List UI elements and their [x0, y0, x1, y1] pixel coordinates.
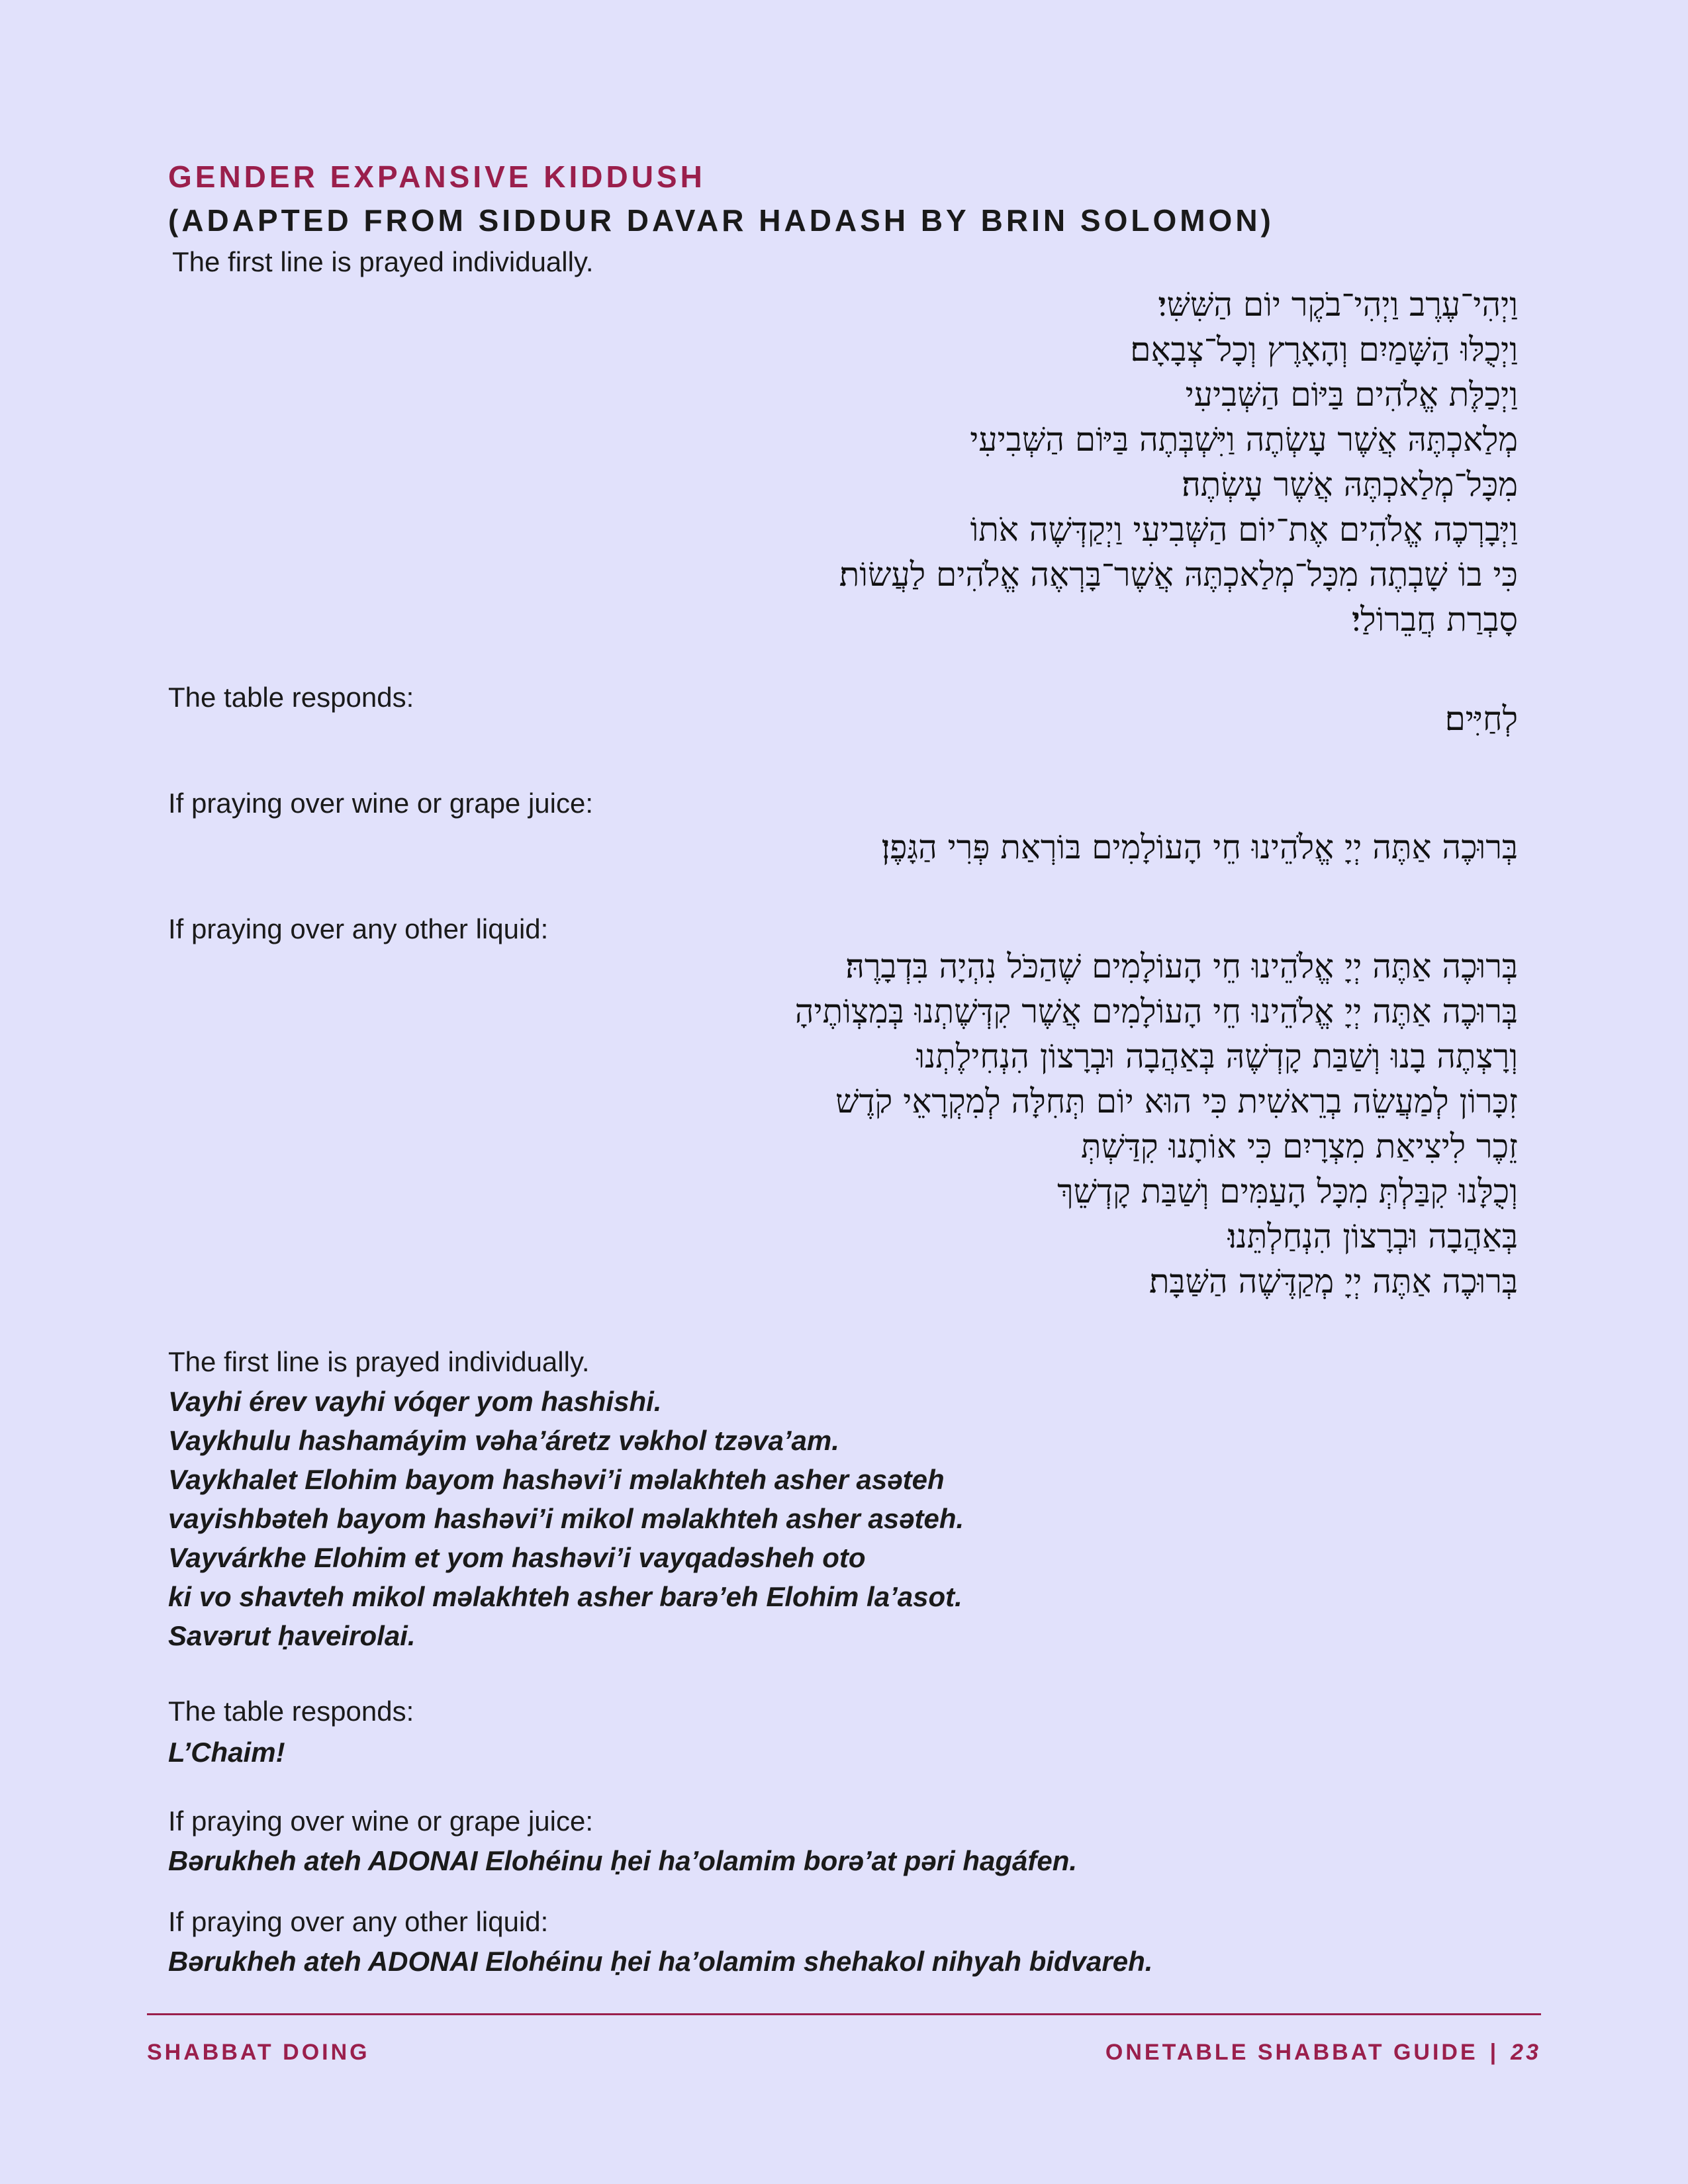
footer-guide [1105, 2040, 1541, 2066]
hebrew-line: זֵכֶר לִיצִיאַת מִצְרָיִם כִּי אוֹתָנוּ קִדַּשְׁתְּ [1080, 1127, 1518, 1165]
hebrew-kiddush-block [839, 282, 1518, 642]
hebrew-line: וַיְּבָרְכֶה אֱלֹהִים אֶת־יוֹם הַשְּׁבִיעִי וַיְקַדְּשֶׁה אֹתוֹ [970, 510, 1518, 549]
hebrew-line: וַיְכֻלּוּ הַשָּׁמַיִם וְהָאָרֶץ וְכָל־צְבָאָם׃ [1130, 330, 1518, 369]
instruction-table-responds: The table responds: [168, 682, 414, 713]
transliteration-line: Savərut ḥaveirolai. [168, 1620, 416, 1651]
hebrew-line: וַיְכַלֶּת אֱלֹהִים בַּיּוֹם הַשְּׁבִיעִי [1185, 375, 1518, 414]
instruction-wine-translit: If praying over wine or grape juice: [168, 1805, 593, 1837]
instruction-wine: If praying over wine or grape juice: [168, 788, 593, 819]
hebrew-line: כִּי בוֹ שָׁבְתֶה מִכָּל־מְלַאכְתֶּהּ אֲשֶׁר־בָּרְאֶה אֱלֹהִים לַעֲשׂוֹת׃ [839, 555, 1518, 594]
transliteration-line: ki vo shavteh mikol məlakhteh asher barə’eh Elohim la’asot. [168, 1581, 962, 1612]
transliteration-line: vayishbəteh bayom hashəvi’i mikol məlakhteh asher asəteh. [168, 1503, 964, 1534]
hebrew-line: מִכָּל־מְלַאכְתֶּהּ אֲשֶׁר עָשְׂתֶה׃ [1181, 465, 1518, 504]
transliteration-line: Vaykhulu hashamáyim vəha’áretz vəkhol tzəva’am. [168, 1425, 839, 1456]
hebrew-wine-blessing: בְּרוּכֶה אַתֶּה יְיָ אֱלֹהֵינוּ חֵי הָעוֹלָמִים בּוֹרְאַת פְּרִי הַגָּפֶן׃ [881, 828, 1518, 866]
transliteration-line: Vayvárkhe Elohim et yom hashəvi’i vayqadəsheh oto [168, 1542, 866, 1573]
hebrew-line: בְּרוּכֶה אַתֶּה יְיָ מְקַדֶּשֶׁה הַשַּׁבָּת׃ [1149, 1262, 1518, 1300]
transliteration-wine-blessing: Bərukheh ateh ADONAI Elohéinu ḥei ha’olamim borə’at pəri hagáfen. [168, 1845, 1078, 1876]
hebrew-line: סָבְרַת חֲבֵרוֹלַי׃ [1351, 600, 1518, 639]
footer-separator: | [1489, 2040, 1499, 2065]
instruction-other-liquid: If praying over any other liquid: [168, 913, 549, 944]
hebrew-line: וַיְהִי־עֶרֶב וַיְהִי־בֹקֶר יוֹם הַשִּׁשִּׁי׃ [1158, 285, 1518, 324]
footer-divider [147, 2013, 1541, 2015]
page-number: 23 [1511, 2040, 1541, 2065]
hebrew-line: בְּרוּכֶה אַתֶּה יְיָ אֱלֹהֵינוּ חֵי הָעוֹלָמִים שֶׁהַכֹּל נִהְיָה בִּדְבָרֶהּ׃ [845, 947, 1518, 985]
transliteration-kiddush-block [168, 1382, 964, 1655]
footer-guide-title: ONETABLE SHABBAT GUIDE [1105, 2040, 1478, 2065]
instruction-other-liquid-translit: If praying over any other liquid: [168, 1906, 549, 1937]
instruction-first-line-translit: The first line is prayed individually. [168, 1346, 590, 1377]
page-subtitle: (ADAPTED FROM SIDDUR DAVAR HADASH BY BRIN SOLOMON) [168, 203, 1274, 238]
footer-section-name: SHABBAT DOING [147, 2040, 370, 2065]
hebrew-line: בְּרוּכֶה אַתֶּה יְיָ אֱלֹהֵינוּ חֵי הָעוֹלָמִים אֲשֶׁר קִדְּשֶׁתְנוּ בְּמִצְוֹתֶיהָ [794, 992, 1518, 1030]
hebrew-line: זִכָּרוֹן לְמַעֲשֵׂה בְרֵאשִׁית כִּי הוּא יוֹם תְּחִלָּה לְמִקְרָאֵי קֹדֶשׁ [835, 1082, 1518, 1120]
hebrew-response: לְחַיִּים׃ [1444, 700, 1518, 738]
instruction-first-line: The first line is prayed individually. [172, 246, 594, 277]
transliteration-response: L’Chaim! [168, 1737, 285, 1768]
hebrew-line: בְּאַהֲבָה וּבְרָצוֹן הִנְחַלְתֵּנוּ׃ [1227, 1217, 1518, 1255]
hebrew-line: וְרָצְתֶה בָנוּ וְשַׁבַּת קָדְשֶׁהּ בְּאַהֲבָה וּבְרָצוֹן הִנְחִילֶתְנוּ [916, 1037, 1518, 1075]
hebrew-line: וְכֻלָּנוּ קִבַּלְתְּ מִכָּל הָעַמִּים וְשַׁבַּת קָדְשֵׁךְ [1057, 1172, 1518, 1210]
hebrew-other-blessing-block [795, 944, 1518, 1304]
hebrew-line: מְלַאכְתֶּהּ אֲשֶׁר עָשְׂתֶה וַיִּשְׁבְּתֶה בַּיּוֹם הַשְּׁבִיעִי [970, 420, 1518, 459]
transliteration-line: Vaykhalet Elohim bayom hashəvi’i məlakhteh asher asəteh [168, 1464, 945, 1495]
instruction-table-responds-translit: The table responds: [168, 1696, 414, 1727]
transliteration-line: Vayhi érev vayhi vóqer yom hashishi. [168, 1386, 662, 1417]
page-title: GENDER EXPANSIVE KIDDUSH [168, 159, 706, 194]
transliteration-other-blessing: Bərukheh ateh ADONAI Elohéinu ḥei ha’olamim shehakol nihyah bidvareh. [168, 1946, 1153, 1977]
